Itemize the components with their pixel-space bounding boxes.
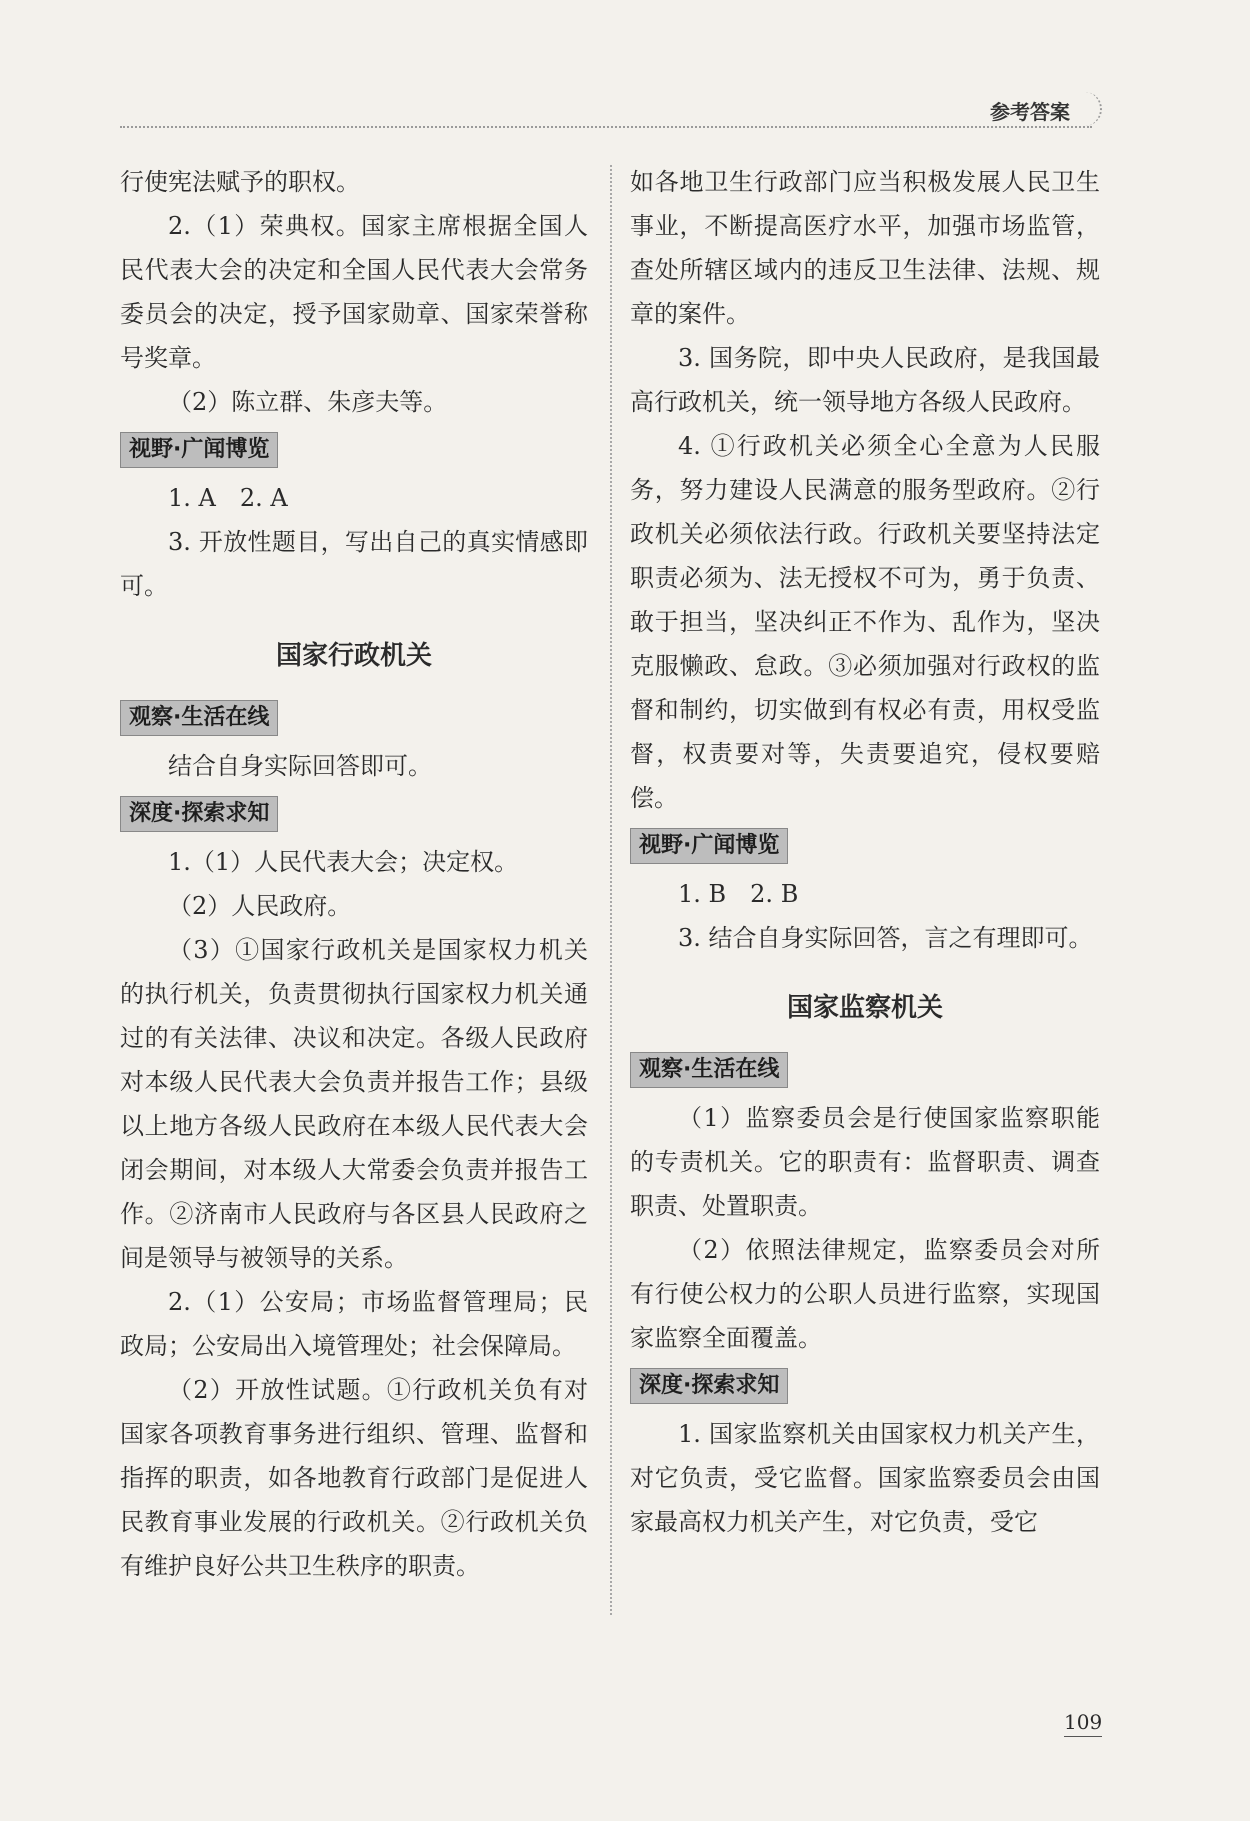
- paragraph: （2）开放性试题。①行政机关负有对国家各项教育事务进行组织、管理、监督和指挥的职责，如各地教育行政部门是促进人民教育事业发展的行政机关。②行政机关负有维护良好公共卫生秩序的职责。: [120, 1376, 588, 1580]
- right-column: [630, 160, 1100, 1544]
- paragraph: 1.（1）人民代表大会；决定权。: [168, 848, 519, 876]
- paragraph: 2.（1）荣典权。国家主席根据全国人民代表大会的决定和全国人民代表大会常务委员会的决定，授予国家勋章、国家荣誉称号奖章。: [120, 212, 588, 372]
- paragraph: 1. B 2. B: [678, 880, 799, 908]
- paragraph: （2）陈立群、朱彦夫等。: [168, 388, 448, 416]
- section-title: 国家行政机关: [275, 641, 432, 671]
- paragraph: （2）依照法律规定，监察委员会对所有行使公权力的公职人员进行监察，实现国家监察全面覆盖。: [630, 1236, 1100, 1352]
- header-title: 参考答案: [990, 100, 1070, 124]
- paragraph: （3）①国家行政机关是国家权力机关的执行机关，负责贯彻执行国家权力机关通过的有关法律、决议和决定。各级人民政府对本级人民代表大会负责并报告工作；县级以上地方各级人民政府在本级人民代表大会闭会期间，对本级人大常委会负责并报告工作。②济南市人民政府与各区县人民政府之间是领导与被领导的关系。: [120, 936, 588, 1272]
- paragraph: 3. 开放性题目，写出自己的真实情感即可。: [120, 528, 588, 600]
- page-number: 109: [1064, 1710, 1102, 1737]
- paragraph: （2）人民政府。: [168, 892, 352, 920]
- paragraph: 3. 国务院，即中央人民政府，是我国最高行政机关，统一领导地方各级人民政府。: [630, 344, 1100, 416]
- section-badge: 视野·广闻博览: [630, 828, 788, 864]
- header-divider: [120, 126, 1092, 128]
- paragraph: （1）监察委员会是行使国家监察职能的专责机关。它的职责有：监督职责、调查职责、处置职责。: [630, 1104, 1100, 1220]
- paragraph: 1. 国家监察机关由国家权力机关产生，对它负责，受它监督。国家监察委员会由国家最高权力机关产生，对它负责，受它: [630, 1420, 1100, 1536]
- section-title: 国家监察机关: [786, 993, 943, 1023]
- paragraph: 如各地卫生行政部门应当积极发展人民卫生事业，不断提高医疗水平，加强市场监管，查处所辖区域内的违反卫生法律、法规、规章的案件。: [630, 168, 1100, 328]
- paragraph: 3. 结合自身实际回答，言之有理即可。: [678, 924, 1093, 952]
- section-badge: 观察·生活在线: [120, 700, 278, 736]
- paragraph: 4. ①行政机关必须全心全意为人民服务，努力建设人民满意的服务型政府。②行政机关必须依法行政。行政机关要坚持法定职责必须为、法无授权不可为，勇于负责、敢于担当，坚决纠正不作为、乱作为，坚决克服懒政、怠政。③必须加强对行政权的监督和制约，切实做到有权必有责，用权受监督，权责要对等，失责要追究，侵权要赔偿。: [630, 432, 1100, 812]
- section-badge: 观察·生活在线: [630, 1052, 788, 1088]
- column-divider: [610, 165, 612, 1615]
- paragraph: 结合自身实际回答即可。: [168, 752, 432, 780]
- left-column: [120, 160, 588, 1588]
- paragraph: 1. A 2. A: [168, 484, 288, 512]
- paragraph: 2.（1）公安局；市场监督管理局；民政局；公安局出入境管理处；社会保障局。: [120, 1288, 588, 1360]
- section-badge: 视野·广闻博览: [120, 432, 278, 468]
- section-badge: 深度·探索求知: [120, 796, 278, 832]
- section-badge: 深度·探索求知: [630, 1368, 788, 1404]
- header-curve-decoration: [1082, 92, 1102, 126]
- paragraph: 行使宪法赋予的职权。: [120, 168, 360, 196]
